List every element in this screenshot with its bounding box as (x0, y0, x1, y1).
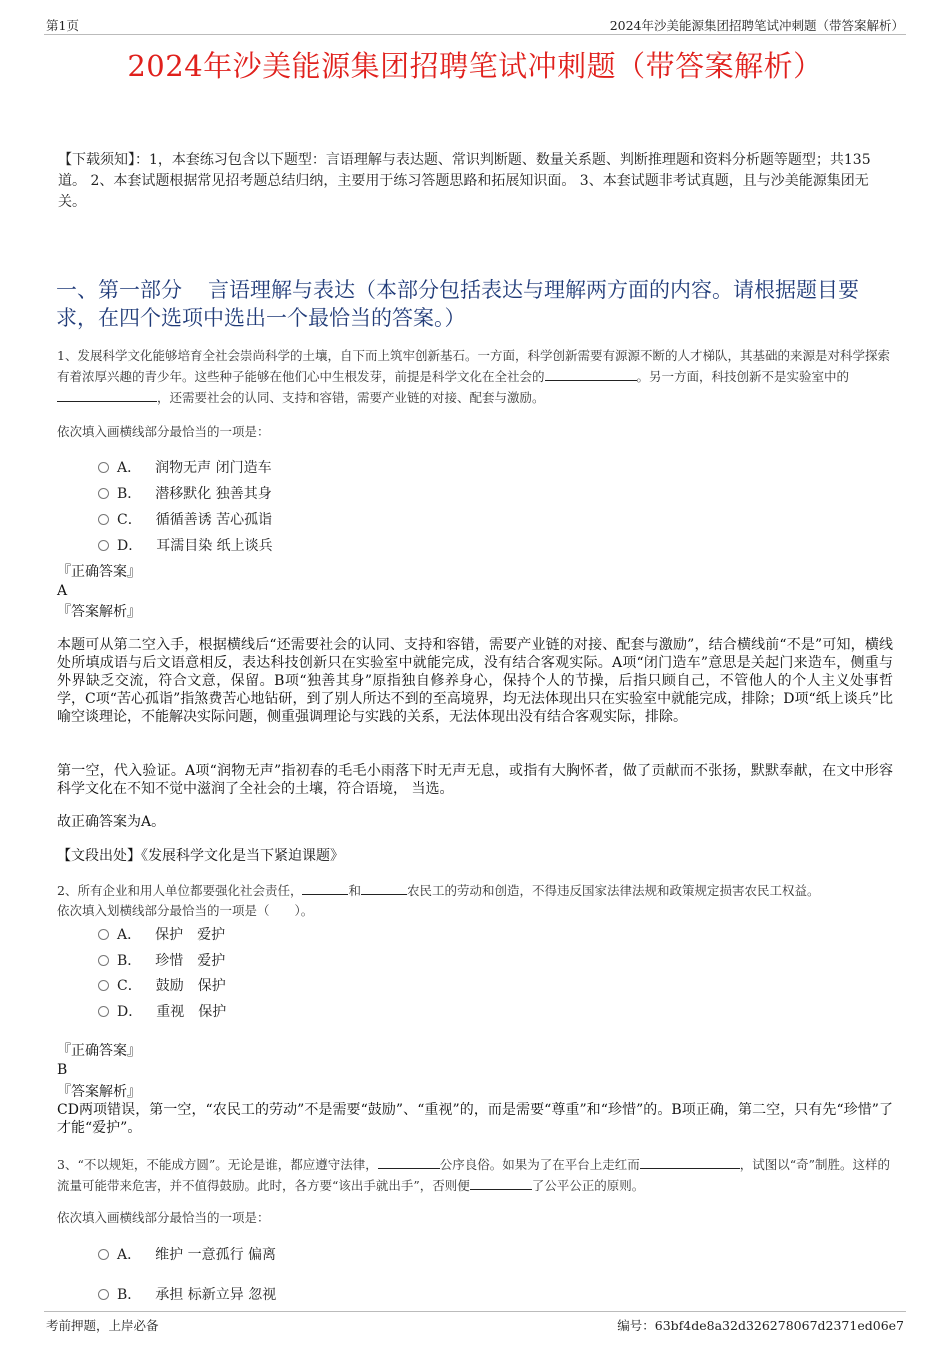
option-key: A． (117, 1247, 142, 1263)
q1-analysis-para-1: 本题可从第二空入手，根据横线后“还需要社会的认同、支持和容错，需要产业链的对接、配套与激励”，结合横线前“不是”可知，横线处所填成语与后文语意相反，表达科技创新只在实验室中就能完成，没有结合客观实际。A项“闭门造车”意思是关起门来造车，侧重与外界缺乏交流，符合文意，保留。B项“独善其身”原指独自修养身心，保持个人的节操，后指只顾自己，不管他人的个人主义处事哲学，C项“苦心孤诣”指煞费苦心地钻研，到了别人所达不到的至高境界，均无法体现出只在实验室中就能完成，排除；D项“纸上谈兵”比喻空谈理论，不能解决实际问题，侧重强调理论与实践的关系，无法体现出没有结合客观实际，排除。 (57, 637, 893, 725)
q1-text-part: 。另一方面，科技创新不是实验室中的 (636, 369, 850, 384)
q1-answer-label: 『正确答案』 (57, 564, 141, 580)
option-text: 潜移默化 独善其身 (155, 486, 272, 502)
answer-blank (302, 881, 348, 895)
answer-blank (361, 881, 407, 895)
radio-icon[interactable] (98, 462, 109, 473)
radio-icon[interactable] (98, 540, 109, 551)
question-2-prompt: 依次填入划横线部分最恰当的一项是（ ）。 (57, 903, 314, 918)
radio-icon[interactable] (98, 1289, 109, 1300)
q1-analysis-para-2: 第一空，代入验证。A项“润物无声”指初春的毛毛小雨落下时无声无息，或指有大胸怀者，做了贡献而不张扬，默默奉献，在文中形容科学文化在不知不觉中滋润了全社会的土壤，符合语境， 当选。 (57, 763, 893, 797)
q2-answer: B (57, 1062, 68, 1078)
question-3-prompt: 依次填入画横线部分最恰当的一项是： (57, 1210, 270, 1225)
q2-text-part: 2、所有企业和用人单位都要强化社会责任， (57, 883, 303, 898)
q2-text-part: 和 (348, 883, 361, 898)
question-2-text (57, 880, 897, 901)
q1-option-a[interactable] (98, 457, 272, 477)
q1-text-part: 1、发展科学文化能够培育全社会崇尚科学的土壤，自下而上筑牢创新基石。一方面，科学创新需要有源源不断的人才梯队，其基础的来源是对科学探索有着浓厚兴趣的青少年。这些种子能够在他们心中生根发芽，前提是科学文化在全社会的 (57, 348, 890, 384)
radio-icon[interactable] (98, 1006, 109, 1017)
footer-doc-id: 编号：63bf4de8a32d326278067d2371ed06e7 (617, 1318, 904, 1333)
q1-analysis-para-3: 故正确答案为A。 (57, 814, 166, 830)
option-key: B． (117, 953, 142, 969)
download-notice: 【下载须知】：1，本套练习包含以下题型：言语理解与表达题、常识判断题、数量关系题、判断推理题和资料分析题等题型；共135道。 2、本套试题根据常见招考题总结归纳，主要用于练习答题思路和拓展知识面。 3、本套试题非考试真题，且与沙美能源集团无关。 (58, 152, 871, 210)
option-text: 保护 爱护 (155, 927, 226, 943)
q1-answer: A (57, 583, 68, 599)
q1-option-d[interactable] (98, 535, 273, 555)
option-text: 珍惜 爱护 (155, 953, 226, 969)
q3-option-a[interactable] (98, 1244, 276, 1264)
q1-source: 【文段出处】《发展科学文化是当下紧迫课题》 (57, 848, 344, 864)
radio-icon[interactable] (98, 488, 109, 499)
option-key: B． (117, 486, 142, 502)
answer-blank (640, 1155, 740, 1169)
option-text: 耳濡目染 纸上谈兵 (156, 538, 273, 554)
q2-analysis-label: 『答案解析』 (57, 1084, 141, 1100)
section-heading (56, 276, 896, 332)
radio-icon[interactable] (98, 514, 109, 525)
q2-analysis-para: CD两项错误，第一空，“农民工的劳动”不是需要“鼓励”、“重视”的，而是需要“尊重”和“珍惜”的。B项正确，第二空，只有先“珍惜”了才能“爱护”。 (57, 1102, 893, 1136)
section-part: 一、第一部分 (56, 278, 182, 302)
answer-blank (378, 1155, 440, 1169)
q2-option-c[interactable] (98, 975, 226, 995)
option-text: 重视 保护 (156, 1004, 227, 1020)
q3-text-part: 3、“不以规矩，不能成方圆”。无论是谁，都应遵守法律， (57, 1157, 378, 1172)
q3-text-part: 了公平公正的原则。 (531, 1178, 645, 1193)
question-3-text (57, 1154, 897, 1196)
page-footer (44, 1311, 906, 1336)
radio-icon[interactable] (98, 980, 109, 991)
option-text: 承担 标新立异 忽视 (155, 1287, 277, 1303)
option-key: B． (117, 1287, 142, 1303)
question-1-text (57, 345, 897, 408)
q1-option-c[interactable] (98, 509, 272, 529)
footer-slogan: 考前押题，上岸必备 (46, 1318, 159, 1333)
option-text: 循循善诱 苦心孤诣 (155, 512, 273, 528)
q2-answer-label: 『正确答案』 (57, 1043, 141, 1059)
q1-text-part: ，还需要社会的认同、支持和容错，需要产业链的对接、配套与激励。 (157, 390, 545, 405)
answer-blank (545, 367, 637, 381)
q2-option-b[interactable] (98, 950, 225, 970)
header-doc-title: 2024年沙美能源集团招聘笔试冲刺题（带答案解析） (609, 18, 904, 33)
answer-blank (57, 388, 157, 402)
q3-option-b[interactable] (98, 1284, 276, 1304)
option-text: 维护 一意孤行 偏离 (155, 1247, 277, 1263)
q2-option-a[interactable] (98, 924, 225, 944)
section-desc: 言语理解与表达（本部分包括表达与理解两方面的内容。请根据题目要求，在四个选项中选出一个最恰当的答案。） (56, 278, 859, 330)
page-title: 2024年沙美能源集团招聘笔试冲刺题（带答案解析） (127, 49, 823, 83)
radio-icon[interactable] (98, 955, 109, 966)
q3-text-part: 公序良俗。如果为了在平台上走红而 (439, 1157, 640, 1172)
option-key: C． (117, 978, 142, 994)
q3-text-part: ，试图以“奇”制胜。这样的流量可能带来危害，并不值得鼓励。此时，各方要“该出手就出手”，否则便 (57, 1157, 891, 1193)
option-key: D． (117, 1004, 143, 1020)
option-text: 鼓励 保护 (155, 978, 226, 994)
radio-icon[interactable] (98, 1249, 109, 1260)
option-key: A． (117, 460, 142, 476)
option-key: C． (117, 512, 142, 528)
option-key: A． (117, 927, 142, 943)
q2-text-part: 农民工的劳动和创造，不得违反国家法律法规和政策规定损害农民工权益。 (406, 883, 820, 898)
page-header (44, 14, 906, 35)
question-1-prompt: 依次填入画横线部分最恰当的一项是： (57, 424, 270, 439)
option-key: D． (117, 538, 143, 554)
answer-blank (470, 1176, 532, 1190)
radio-icon[interactable] (98, 929, 109, 940)
q1-option-b[interactable] (98, 483, 272, 503)
q2-option-d[interactable] (98, 1001, 226, 1021)
q1-analysis-label: 『答案解析』 (57, 604, 141, 620)
page-number: 第1页 (46, 18, 79, 33)
option-text: 润物无声 闭门造车 (155, 460, 272, 476)
